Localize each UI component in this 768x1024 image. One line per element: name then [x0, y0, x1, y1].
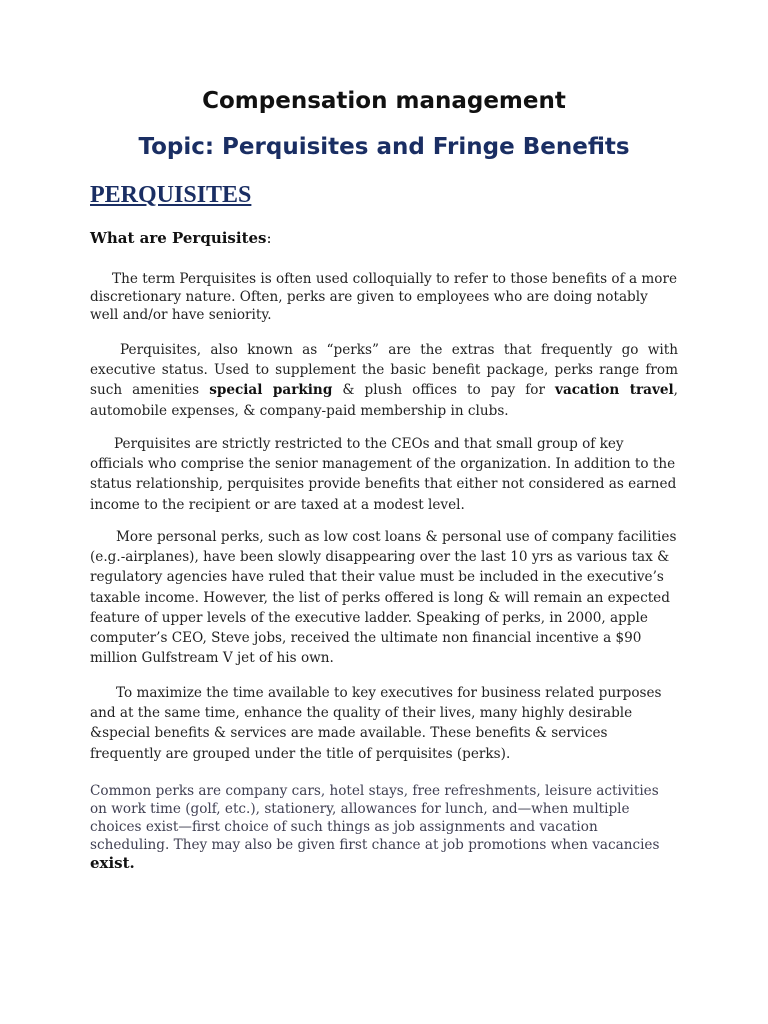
paragraph-2-text-a: Perquisites, also known as “perks” are the extras that frequently go with executive status. Used to supplement the basic benefit package, perks range from such amenities [90, 342, 678, 399]
paragraph-2-bold-vacation-travel: vacation travel [555, 382, 674, 399]
paragraph-4 [90, 527, 678, 668]
subheading-what-are-perquisites [90, 229, 272, 247]
paragraph-6 [90, 782, 678, 873]
subheading-suffix: : [266, 229, 272, 247]
paragraph-5-text: To maximize the time available to key executives for business related purposes and at the same time, enhance the quality of their lives, many highly desirable &special benefits & services are made available. These benefits & services frequently are grouped under the title of perquisites (perks). [90, 685, 662, 762]
paragraph-4-text: More personal perks, such as low cost loans & personal use of company facilities (e.g.-airplanes), have been slowly disappearing over the last 10 yrs as various tax & regulatory agencies have ruled that their value must be included in the executive’s taxable income. However, the list of perks offered is long & will remain an expected feature of upper levels of the executive ladder. Speaking of perks, in 2000, apple computer’s CEO, Steve jobs, received the ultimate non financial incentive a $90 million Gulfstream V jet of his own. [90, 529, 677, 667]
paragraph-1 [90, 270, 678, 324]
paragraph-6-bold-exist: exist. [90, 854, 135, 872]
subheading-bold-text: What are Perquisites [90, 229, 267, 247]
paragraph-1-text: The term Perquisites is often used colloquially to refer to those benefits of a more discretionary nature. Often, perks are given to employees who are doing notably well and/or have seniority. [90, 271, 678, 323]
paragraph-3-text: Perquisites are strictly restricted to the CEOs and that small group of key officials who comprise the senior management of the organization. In addition to the status relationship, perquisites provide benefits that either not considered as earned income to the recipient or are taxed at a modest level. [90, 436, 677, 513]
paragraph-2-bold-special-parking: special parking [209, 382, 333, 399]
paragraph-2-text-c: , automobile expenses, & company-paid membership in clubs. [90, 382, 678, 419]
paragraph-5 [90, 683, 678, 764]
paragraph-3 [90, 434, 678, 515]
topic-heading: Topic: Perquisites and Fringe Benefits [138, 134, 630, 160]
paragraph-2 [90, 340, 678, 421]
section-heading-perquisites: PERQUISITES [90, 182, 252, 208]
paragraph-2-text-b: & plush offices to pay for [332, 382, 556, 399]
paragraph-6-text: Common perks are company cars, hotel stays, free refreshments, leisure activities on work time (golf, etc.), stationery, allowances for lunch, and—when multiple choices exist—first choice of such things as job assignments and vacation scheduling. They may also be given first chance at job promotions when vacancies [90, 783, 660, 853]
document-title: Compensation management [202, 88, 566, 114]
